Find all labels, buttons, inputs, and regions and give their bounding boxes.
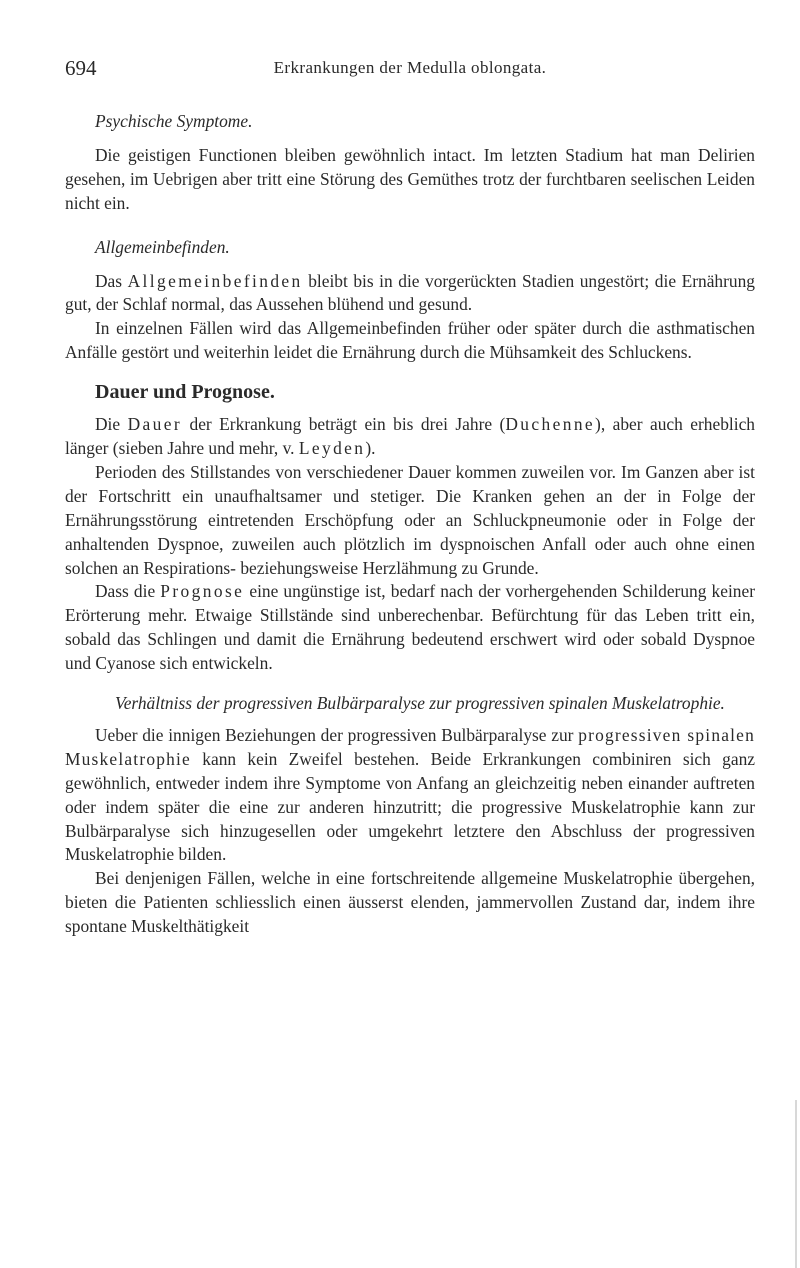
running-title: Erkrankungen der Medulla oblongata.	[273, 58, 547, 77]
author-name: Duchenne	[505, 414, 596, 435]
page-number: 694	[65, 56, 97, 80]
section-heading-verhaeltniss: Verhältniss der progressiven Bulbärparalyse zur progressiven spinalen Muskelatrophie.	[115, 693, 725, 714]
spaced-term: Allgemeinbefinden	[127, 270, 303, 291]
section-heading-dauer-und-prognose: Dauer und Prognose.	[95, 381, 275, 404]
spaced-term: Prognose	[160, 581, 245, 602]
spaced-term: Dauer	[127, 414, 183, 435]
paragraph-verhaeltniss-1: Ueber die innigen Beziehungen der progressiven Bulbärparalyse zur progressiven spinalen Muskelatrophie kann kein Zweifel bestehen. Beide Erkrankungen combiniren sich ganz gewöhnlich, entweder indem ihre Symptome von Anfang an gleichzeitig neben einander auftreten oder indem später die eine zur anderen hinzutritt; die progressive Muskelatrophie kann zur Bulbärparalyse sich hinzugesellen oder umgekehrt letztere den Abschluss der progressiven Muskelatrophie bilden.	[65, 724, 755, 865]
paragraph-psychische-symptome: Die geistigen Functionen bleiben gewöhnlich intact. Im letzten Stadium hat man Delirien gesehen, im Uebrigen aber tritt eine Störung des Gemüthes trotz der furchtbaren seelischen Leiden nicht ein.	[65, 144, 755, 213]
paragraph-allgemeinbefinden-2: In einzelnen Fällen wird das Allgemeinbefinden früher oder später durch die asthmatischen Anfälle gestört und weiterhin leidet die Ernährung durch die Mühsamkeit des Schluckens.	[65, 318, 755, 363]
page-body	[65, 110, 755, 939]
paragraph-allgemeinbefinden-1: Das Allgemeinbefinden bleibt bis in die vorgerückten Stadien ungestört; die Ernährung gut, der Schlaf normal, das Aussehen blühend und gesund.	[65, 270, 755, 315]
paragraph-verhaeltniss-2: Bei denjenigen Fällen, welche in eine fortschreitende allgemeine Muskelatrophie übergehen, bieten die Patienten schliesslich einen äusserst elenden, jammervollen Zustand dar, indem ihre spontane Muskelthätigkeit	[65, 868, 755, 937]
paragraph-prognose: Dass die Prognose eine ungünstige ist, bedarf nach der vorhergehenden Schilderung keiner Erörterung mehr. Etwaige Stillstände sind unberechenbar. Befürchtung für das Leben tritt ein, sobald das Schlingen und damit die Ernährung bedeutend erschwert wird oder sobald Dyspnoe und Cyanose sich entwickeln.	[65, 581, 755, 674]
spaced-term: progressiven spinalen Muskelatrophie	[65, 724, 755, 769]
page-header	[65, 56, 755, 82]
author-name: Leyden	[298, 437, 366, 458]
paragraph-dauer-1: Die Dauer der Erkrankung beträgt ein bis drei Jahre (Duchenne), aber auch erheblich länger (sieben Jahre und mehr, v. Leyden).	[65, 414, 755, 458]
paragraph-dauer-2: Perioden des Stillstandes von verschiedener Dauer kommen zuweilen vor. Im Ganzen aber ist der Fortschritt ein unaufhaltsamer und stetiger. Die Kranken gehen an der in Folge der Ernährungsstörung eintretenden Erschöpfung oder an Schluckpneumonie oder in Folge der anhaltenden Dyspnoe, zuweilen auch plötzlich im dyspnoischen Anfall oder auch ohne einen solchen an Respirations- beziehungsweise Herzlähmung zu Grunde.	[65, 461, 755, 578]
page-edge-line	[795, 1100, 797, 1268]
section-heading-allgemeinbefinden: Allgemeinbefinden.	[95, 236, 230, 257]
section-heading-psychische-symptome: Psychische Symptome.	[95, 111, 253, 131]
